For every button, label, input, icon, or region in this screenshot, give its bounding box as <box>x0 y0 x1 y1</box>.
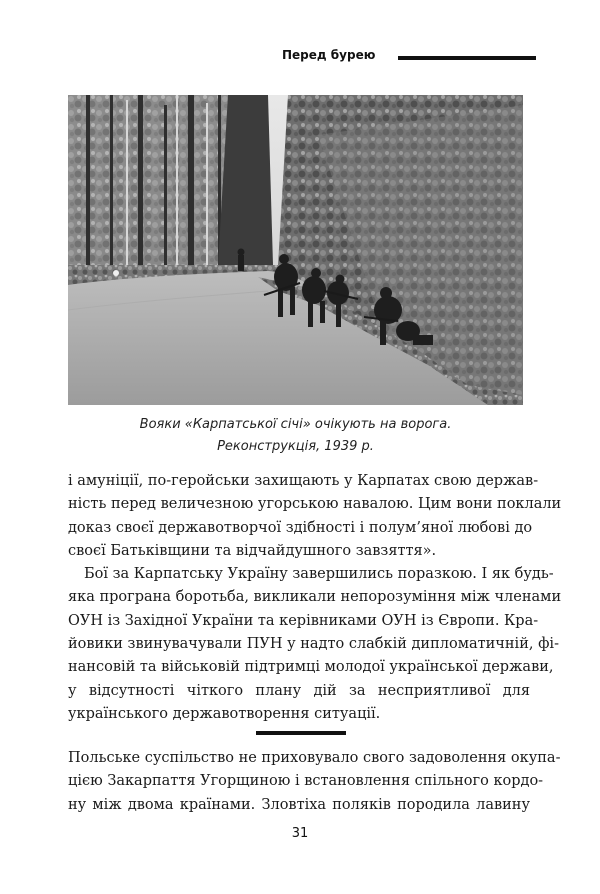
text-line: українського державотворення ситуації. <box>68 705 381 722</box>
text-line: доказ своєї державотворчої здібності і полум’яної любові до <box>68 519 533 536</box>
body-text-block <box>68 470 562 726</box>
forest-road-photo <box>68 95 523 405</box>
text-line: у відсутності чіткого плану дій за несприятливої для <box>68 682 530 699</box>
text-line: своєї Батьківщини та відчайдушного завзяття». <box>68 542 437 559</box>
text-line: яка програна боротьба, викликали непорозуміння між членами <box>68 589 562 606</box>
page-number: 31 <box>291 826 309 841</box>
figure-caption <box>68 414 523 458</box>
header-rule <box>398 56 536 60</box>
text-line: Польське суспільство не приховувало свого задоволення окупа- <box>68 750 561 766</box>
text-line: нансовій та військовій підтримці молодої української держави, <box>68 659 554 676</box>
text-line: йовики звинувачували ПУН у надто слабкій дипломатичній, фі- <box>68 636 559 653</box>
section-divider <box>256 731 346 735</box>
caption-line: Вояки «Карпатської січі» очікують на ворога. <box>139 417 452 432</box>
text-line: Бої за Карпатську Україну завершились поразкою. І як будь- <box>84 566 554 583</box>
text-line: ну між двома країнами. Зловтіха поляків породила лавину <box>68 796 530 813</box>
text-line: ність перед величезною угорською навалою. Цим вони поклали <box>68 496 562 513</box>
text-line: цією Закарпаття Угорщиною і встановлення спільного кордо- <box>68 773 544 790</box>
text-line: ОУН із Західної України та керівниками ОУН із Європи. Кра- <box>68 612 539 629</box>
running-header: Перед бурею <box>282 48 376 62</box>
caption-line: Реконструкція, 1939 р. <box>217 439 374 454</box>
text-line: і амуніції, по-геройськи захищають у Карпатах свою держав- <box>68 473 539 489</box>
photo <box>68 95 523 405</box>
body-text-block <box>68 747 561 817</box>
